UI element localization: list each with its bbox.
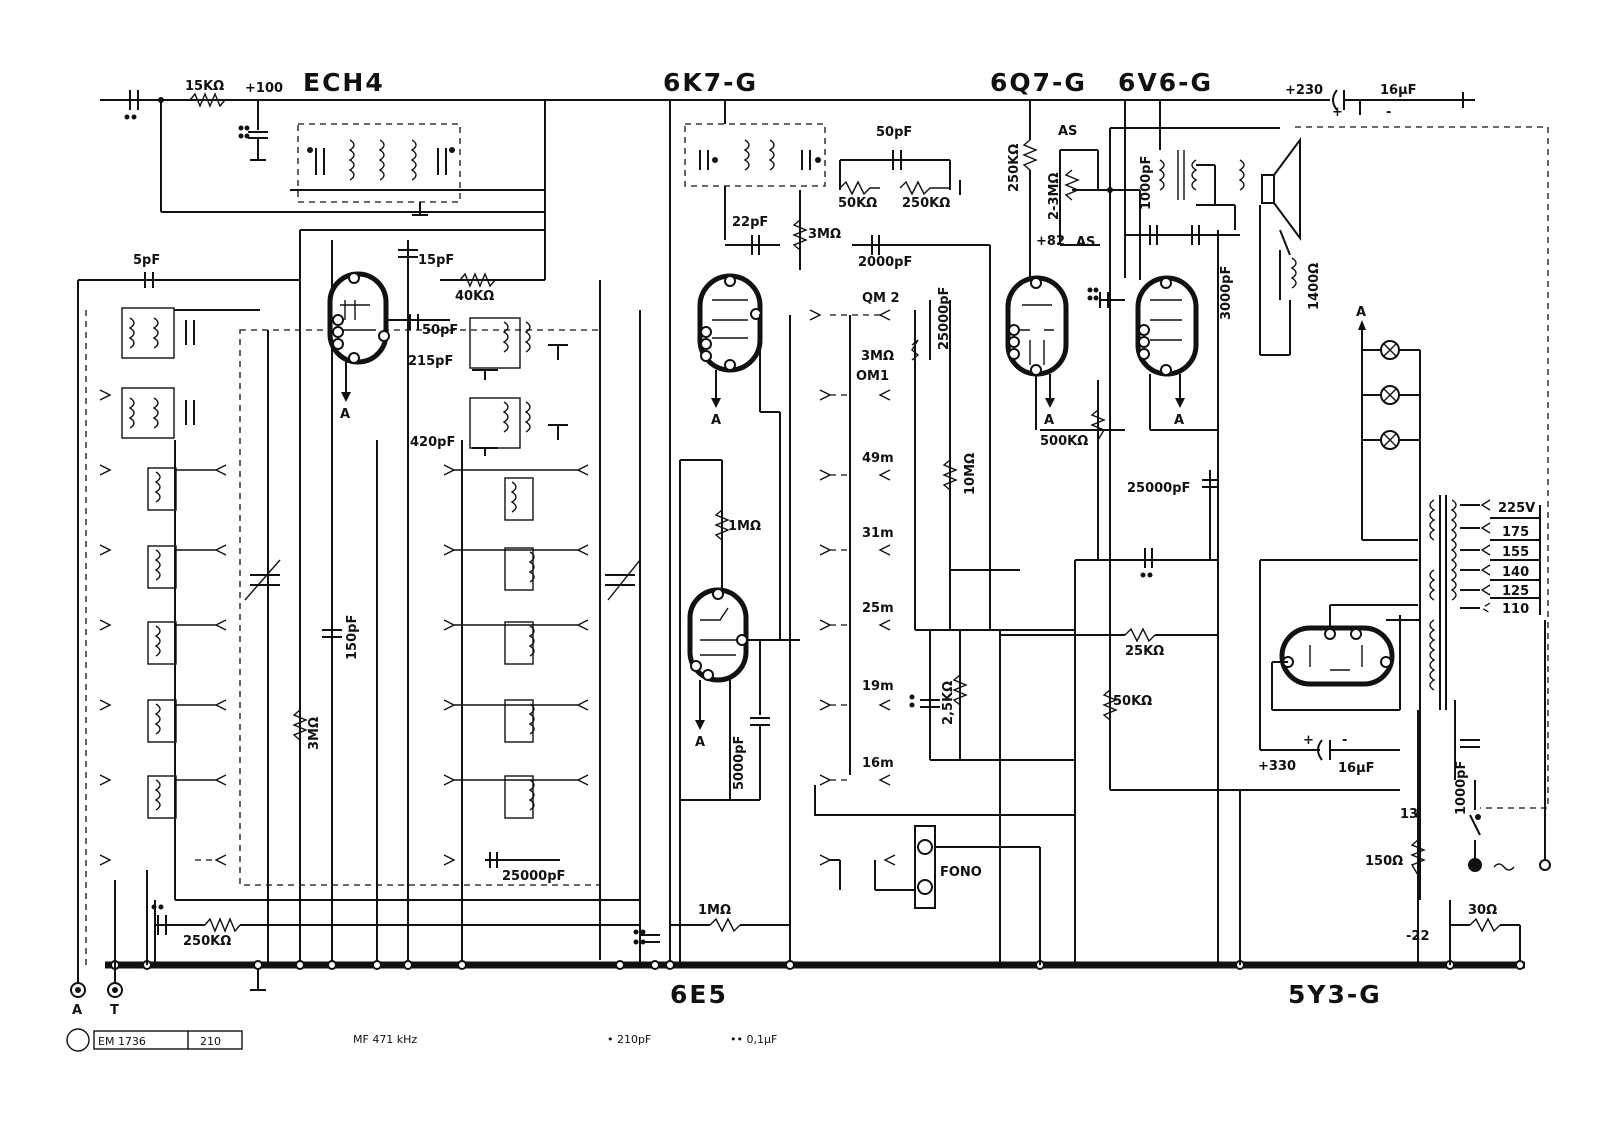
6e5-tube [680, 460, 800, 965]
cap-15pf-label: 15pF [418, 253, 455, 268]
filter-cap-plus-bottom: + [1303, 733, 1314, 748]
cap-50pf-label-b: 50pF [876, 125, 913, 140]
filter-capacitor-16uf-bottom [1260, 740, 1400, 760]
band-31m: 31m [862, 526, 894, 541]
bias-chain [1412, 710, 1520, 965]
lamp-supply-label: A [1356, 305, 1367, 320]
6v6g-bias-network [1000, 470, 1400, 965]
6v6g-tube [1138, 278, 1218, 430]
oscillator-coils [470, 280, 640, 965]
filter-cap-minus-top: - [1386, 105, 1392, 120]
mains-tap-110: 110 [1502, 602, 1530, 617]
filter-cap-value-bottom: 16μF [1338, 761, 1375, 776]
cap-25000pf-label-c: 25000pF [1127, 481, 1191, 496]
resistor-50k-label-b: 50KΩ [1113, 694, 1153, 709]
cap-50pf-label-a: 50pF [422, 323, 459, 338]
ground-terminal [108, 965, 122, 997]
resistor-40k-label: 40KΩ [455, 289, 495, 304]
node-13-label: 13 [1400, 807, 1419, 822]
mains-input [1455, 620, 1550, 872]
resistor-2-3m-label: 2-3MΩ [1047, 172, 1062, 220]
resistor-3m-label-c: 3MΩ [861, 349, 895, 364]
tube-label-ech4: ECH4 [303, 68, 385, 97]
filter-cap-minus-bottom: - [1342, 733, 1348, 748]
resistor-1m-label-a: 1MΩ [728, 519, 762, 534]
resistor-1m-label-b: 1MΩ [698, 903, 732, 918]
resistor-500k-label: 500KΩ [1040, 434, 1089, 449]
6k7g-anode-mark: A [711, 413, 722, 428]
cap-3000pf-label: 3000pF [1219, 265, 1234, 320]
resistor-3m-label-b: 3MΩ [808, 227, 842, 242]
6q7g-anode-mark: A [1044, 413, 1055, 428]
rf-band-coils [100, 390, 226, 900]
filter-cap-plus-top: + [1332, 105, 1343, 120]
cap-2000pf-label: 2000pF [858, 255, 913, 270]
as-label-2: AS [1076, 235, 1096, 250]
6q7g-tube [1008, 278, 1125, 560]
ech4-tube [330, 273, 389, 402]
tube-label-6k7g: 6K7-G [663, 68, 759, 97]
as-label-1: AS [1058, 124, 1078, 139]
if-transformer-1 [298, 124, 460, 215]
left-vertical-wires [161, 100, 545, 965]
antenna-coil-group [78, 272, 300, 965]
cap-5000pf-label: 5000pF [732, 735, 747, 790]
cap-215pf-label: 215pF [408, 354, 454, 369]
6e5-anode-mark: A [695, 735, 706, 750]
cap-2000pf [852, 235, 990, 255]
resistor-150-label: 150Ω [1365, 854, 1404, 869]
band-switch [790, 310, 1075, 965]
band-49m: 49m [862, 451, 894, 466]
top-rail [100, 90, 1475, 212]
cap-25000pf-label-a: 25000pF [502, 869, 566, 884]
cap-420pf-label: 420pF [410, 435, 456, 450]
cap-1000pf-label-a: 1000pF [1139, 155, 1154, 210]
cap-22pf-label: 22pF [732, 215, 769, 230]
5y3g-tube [1260, 560, 1420, 750]
resistor-1400-label: 1400Ω [1307, 262, 1322, 310]
ground-terminal-label: T [110, 1003, 119, 1018]
resistor-50k-label-a: 50KΩ [838, 196, 878, 211]
footer-model: EM 1736 [98, 1035, 146, 1048]
resistor-250k-label-a: 250KΩ [183, 934, 232, 949]
resistor-2-5k-label: 2,5KΩ [941, 680, 956, 725]
mains-tap-125: 125 [1502, 584, 1530, 599]
tube-label-6q7g: 6Q7-G [990, 68, 1087, 97]
cap-1000pf-label-b: 1000pF [1454, 760, 1469, 815]
resistor-30-label: 30Ω [1468, 903, 1498, 918]
loudspeaker [1260, 140, 1300, 355]
om1-label: OM1 [856, 369, 890, 384]
mains-tap-140: 140 [1502, 565, 1530, 580]
resistor-25k-label: 25KΩ [1125, 644, 1165, 659]
voltage-330-label: +330 [1258, 759, 1297, 774]
footer-single-dot-legend: • 210pF [607, 1033, 652, 1046]
band-25m: 25m [862, 601, 894, 616]
footer-number: 210 [200, 1035, 221, 1048]
6k7g-tube [700, 276, 780, 640]
tube-label-6v6g: 6V6-G [1118, 68, 1214, 97]
ground-bus [105, 790, 1525, 969]
rail-voltage-230: +230 [1285, 83, 1324, 98]
rail-resistor-15k: 15KΩ [185, 79, 225, 94]
antenna-terminal-label: A [72, 1003, 83, 1018]
6q7g-network [990, 100, 1140, 965]
mains-tap-225v: 225V [1498, 501, 1536, 516]
mains-tap-155: 155 [1502, 545, 1530, 560]
tube-label-6e5: 6E5 [670, 980, 728, 1009]
osc-band-coils [444, 465, 588, 868]
footer-double-dot-legend: •• 0,1μF [730, 1033, 778, 1046]
band-16m: 16m [862, 756, 894, 771]
ech4-anode-mark: A [340, 407, 351, 422]
resistor-250k-label-c: 250KΩ [1007, 143, 1022, 192]
mains-tap-175: 175 [1502, 525, 1530, 540]
voltage-minus22-label: -22 [1406, 929, 1430, 944]
cap-22pf [725, 235, 780, 255]
cap-5pf-label: 5pF [133, 253, 161, 268]
tube-label-5y3g: 5Y3-G [1288, 980, 1382, 1009]
voltage-82-label: +82 [1036, 234, 1065, 249]
resistor-10m-label: 10MΩ [963, 452, 978, 495]
footer-if-frequency: MF 471 kHz [353, 1033, 418, 1046]
antenna-terminal [71, 965, 85, 997]
resistor-3m-grid-label: 3MΩ [307, 716, 322, 750]
fono-label: FONO [940, 865, 982, 880]
6v6g-anode-mark: A [1174, 413, 1185, 428]
rail-voltage-100: +100 [245, 81, 284, 96]
resistor-1m-b [634, 919, 791, 945]
cap-25000pf-label-b: 25000pF [937, 286, 952, 350]
band-19m: 19m [862, 679, 894, 694]
resistor-250k-label-b: 250KΩ [902, 196, 951, 211]
cap-150pf-label: 150pF [345, 614, 360, 660]
filter-cap-value-top: 16μF [1380, 83, 1417, 98]
qm2-label: QM 2 [862, 291, 900, 306]
